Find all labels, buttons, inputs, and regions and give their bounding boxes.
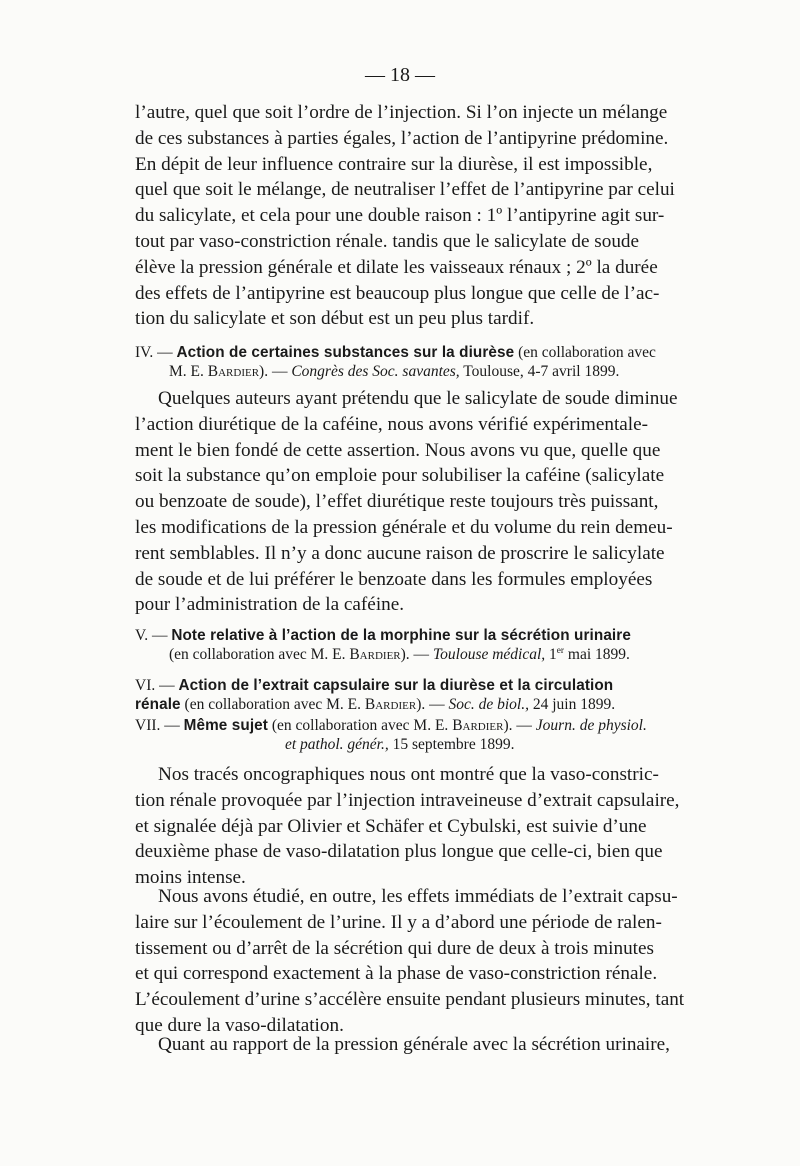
text-line: et qui correspond exactement à la phase de vaso-constriction rénale. — [135, 963, 658, 985]
entry-line — [135, 626, 700, 645]
entry-title: Action de l’extrait capsulaire sur la diurèse et la circulation — [178, 677, 614, 694]
entry-journal: Soc. de biol., — [448, 696, 529, 713]
bibliography-entry-iv — [135, 343, 700, 381]
entry-day-suffix: er — [556, 645, 565, 656]
entry-collab-name: Bardier — [452, 717, 504, 734]
entry-details: mai 1899. — [567, 646, 630, 663]
text-line: de ces substances à parties égales, l’action de l’antipyrine prédomine. — [135, 127, 669, 149]
entry-collab-name: Bardier — [364, 696, 417, 713]
text-line: Nous avons étudié, en outre, les effets immédiats de l’extrait capsu- — [158, 886, 678, 907]
text-line: des effets de l’antipyrine est beaucoup plus longue que celle de l’ac- — [135, 282, 660, 304]
entry-line — [135, 676, 700, 695]
page-number: — 18 — — [365, 64, 435, 86]
entry-journal: Congrès des Soc. savantes, — [291, 363, 460, 380]
text-line: que dure la vaso-dilatation. — [135, 1014, 344, 1036]
entry-journal-continued: et pathol. génér., — [285, 736, 389, 753]
entry-collab-close: ). — — [416, 696, 445, 713]
text-line: l’action diurétique de la caféine, nous avons vérifié expérimentale- — [135, 413, 649, 435]
entry-title: Même sujet — [183, 717, 268, 734]
text-line: Quant au rapport de la pression générale avec la sécrétion urinaire, — [158, 1034, 670, 1055]
paragraph-pression — [135, 1032, 700, 1058]
paragraph-cafeine — [135, 386, 700, 618]
text-line: de soude et de lui préférer le benzoate dans les formules employées — [135, 568, 653, 590]
entry-line — [135, 645, 700, 664]
text-line: tion rénale provoquée par l’injection intraveineuse d’extrait capsulaire, — [135, 789, 680, 811]
entry-collab-name: M. E. Bardier — [169, 363, 260, 380]
text-line: et signalée déjà par Olivier et Schäfer et Cybulski, est suivie d’une — [135, 815, 647, 837]
entry-line — [135, 695, 700, 714]
paragraph-oncographie — [135, 762, 700, 891]
text-line: élève la pression générale et dilate les vaisseaux rénaux ; 2º la durée — [135, 256, 658, 278]
text-line: rent semblables. Il n’y a donc aucune raison de proscrire le salicylate — [135, 542, 665, 564]
bibliography-entry-vii — [135, 716, 700, 754]
text-line: tion du salicylate et son début est un peu plus tardif. — [135, 308, 535, 330]
entry-collab-close: ). — — [400, 646, 430, 663]
entry-collab-close: ). — — [259, 363, 288, 380]
entry-number: VI. — — [135, 677, 175, 694]
entry-journal: Toulouse médical, — [432, 646, 546, 663]
entry-line — [135, 362, 700, 381]
text-line: deuxième phase de vaso-dilatation plus longue que celle-ci, bien que — [135, 841, 663, 863]
entry-collab-open: (en collaboration avec M. E. — [169, 646, 346, 663]
entry-line — [135, 716, 700, 735]
text-line: quel que soit le mélange, de neutraliser l’effet de l’antipyrine par celui — [135, 179, 675, 201]
entry-title-continued: rénale — [135, 696, 181, 713]
text-line: Quelques auteurs ayant prétendu que le salicylate de soude diminue — [158, 388, 678, 409]
text-line: les modifications de la pression générale et du volume du rein demeu- — [135, 516, 673, 538]
entry-line — [135, 735, 700, 754]
bibliography-entry-vi — [135, 676, 700, 714]
entry-details: 24 juin 1899. — [532, 696, 616, 713]
entry-day: 1 — [549, 646, 557, 663]
entry-number: VII. — — [135, 717, 180, 734]
entry-title: Note relative à l’action de la morphine sur la sécrétion urinaire — [171, 627, 631, 644]
entry-journal: Journ. de physiol. — [535, 717, 647, 734]
paragraph-antipyrine — [135, 100, 700, 332]
entry-collab-open: (en collaboration avec M. E. — [184, 696, 362, 713]
text-line: En dépit de leur influence contraire sur la diurèse, il est impossible, — [135, 153, 653, 175]
text-line: Nos tracés oncographiques nous ont montré que la vaso-constric- — [158, 764, 659, 785]
text-line: tissement ou d’arrêt de la sécrétion qui dure de deux à trois minutes — [135, 937, 654, 959]
entry-collab-close: ). — — [503, 717, 532, 734]
entry-line — [135, 343, 700, 362]
entry-collab-open: (en collaboration avec — [518, 344, 656, 361]
entry-number: V. — — [135, 627, 168, 644]
entry-details: Toulouse, 4-7 avril 1899. — [463, 363, 620, 380]
entry-details: 15 septembre 1899. — [392, 736, 515, 753]
text-line: L’écoulement d’urine s’accélère ensuite pendant plusieurs minutes, tant — [135, 989, 685, 1011]
text-line: pour l’administration de la caféine. — [135, 594, 405, 616]
text-line: l’autre, quel que soit l’ordre de l’injection. Si l’on injecte un mélange — [135, 102, 668, 123]
text-line: soit la substance qu’on emploie pour solubiliser la caféine (salicylate — [135, 465, 665, 487]
entry-collab-open: (en collaboration avec M. E. — [271, 717, 449, 734]
entry-number: IV. — — [135, 344, 173, 361]
paragraph-ecoulement — [135, 884, 700, 1039]
text-line: moins intense. — [135, 867, 246, 889]
text-line: ment le bien fondé de cette assertion. Nous avons vu que, quelle que — [135, 439, 661, 461]
text-line: du salicylate, et cela pour une double raison : 1º l’antipyrine agit sur- — [135, 205, 665, 227]
bibliography-entry-v — [135, 626, 700, 664]
text-line: tout par vaso-constriction rénale. tandis que le salicylate de soude — [135, 230, 640, 252]
entry-title: Action de certaines substances sur la diurèse — [176, 344, 515, 361]
text-line: ou benzoate de soude), l’effet diurétique reste toujours très puissant, — [135, 491, 659, 513]
text-line: laire sur l’écoulement de l’urine. Il y a d’abord une période de ralen- — [135, 911, 662, 933]
entry-collab-name: Bardier — [349, 646, 401, 663]
